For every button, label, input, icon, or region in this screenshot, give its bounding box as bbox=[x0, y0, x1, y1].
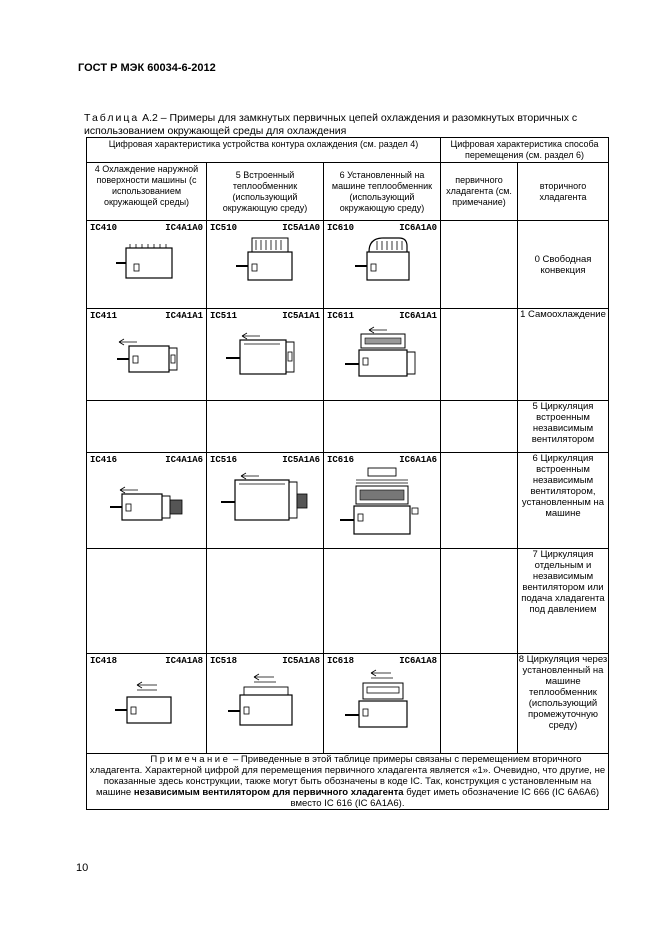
caption-text: А.2 – Примеры для замкнутых первичных цепей охлаждения и разомкнутых вторичных с использованием окружающей среды для охлаждения bbox=[84, 112, 578, 137]
ic-code: IC410 bbox=[90, 223, 118, 233]
header-circuit-group: Цифровая характеристика устройства контура охлаждения (см. раздел 4) bbox=[87, 138, 441, 163]
table-row bbox=[87, 549, 609, 654]
ic-code: IC616 bbox=[327, 455, 355, 465]
table-row bbox=[87, 654, 609, 754]
cell-col4 bbox=[87, 654, 207, 754]
ic-code-full: IC5A1A1 bbox=[282, 311, 320, 321]
cell-primary bbox=[441, 549, 518, 654]
machine-diagram bbox=[220, 322, 310, 382]
cell-primary bbox=[441, 221, 518, 309]
cell-description: 1 Самоохлаждение bbox=[518, 309, 609, 401]
cell-col5 bbox=[207, 453, 324, 549]
cell-col5 bbox=[207, 309, 324, 401]
cell-col6 bbox=[324, 401, 441, 453]
header-col6: 6 Установленный на машине теплообменник (использующий окружающую среду) bbox=[324, 163, 441, 221]
cell-col4 bbox=[87, 549, 207, 654]
ic-code: IC611 bbox=[327, 311, 355, 321]
caption-label: Таблица bbox=[84, 112, 140, 124]
cell-primary bbox=[441, 453, 518, 549]
machine-diagram bbox=[332, 466, 432, 540]
table-caption bbox=[84, 112, 614, 138]
cell-description: 7 Циркуляция отдельным и независимым вентилятором или подача хладагента под давлением bbox=[518, 549, 609, 654]
machine-diagram bbox=[215, 466, 315, 536]
cell-col6 bbox=[324, 654, 441, 754]
header-col5: 5 Встроенный теплообменник (использующий окружающую среду) bbox=[207, 163, 324, 221]
cell-col6 bbox=[324, 549, 441, 654]
cell-description: 5 Циркуляция встроенным независимым вентилятором bbox=[518, 401, 609, 453]
cell-col5 bbox=[207, 401, 324, 453]
cell-col4 bbox=[87, 309, 207, 401]
cell-col4 bbox=[87, 401, 207, 453]
ic-code-full: IC5A1A0 bbox=[282, 223, 320, 233]
machine-diagram bbox=[102, 466, 192, 532]
note-text-bold: независимым вентилятором для первичного хладагента bbox=[133, 787, 404, 798]
ic-examples-table bbox=[86, 137, 609, 810]
cell-primary bbox=[441, 401, 518, 453]
ic-code-full: IC4A1A1 bbox=[165, 311, 203, 321]
cell-col6 bbox=[324, 221, 441, 309]
header-col-secondary: вторичного хладагента bbox=[518, 163, 609, 221]
machine-diagram bbox=[337, 322, 427, 386]
cell-col6 bbox=[324, 453, 441, 549]
machine-diagram bbox=[107, 667, 187, 733]
table-row bbox=[87, 309, 609, 401]
ic-code: IC411 bbox=[90, 311, 118, 321]
ic-code: IC510 bbox=[210, 223, 238, 233]
cell-col5 bbox=[207, 654, 324, 754]
note-text-2: будет иметь обозначение IC 666 (IC 6A6A6) вместо IC 616 (IC 6A1A6). bbox=[290, 787, 600, 809]
cell-primary bbox=[441, 309, 518, 401]
ic-code-full: IC6A1A6 bbox=[399, 455, 437, 465]
ic-code-full: IC4A1A8 bbox=[165, 656, 203, 666]
machine-diagram bbox=[347, 234, 417, 289]
note-text-1: – Приведенные в этой таблице примеры связаны с перемещением вторичного хладагента. Характерной цифрой для перемещения первичного хладагента является «1». Очевидно, что другие, не показанные здесь конструкции, также могут быть обозначены в коде IC. Так, конструкция с установленным на машине bbox=[89, 754, 606, 798]
note-label: Примечание bbox=[150, 754, 231, 765]
ic-code: IC610 bbox=[327, 223, 355, 233]
cell-col5 bbox=[207, 221, 324, 309]
header-movement-group: Цифровая характеристика способа перемещения (см. раздел 6) bbox=[441, 138, 609, 163]
ic-code-full: IC4A1A6 bbox=[165, 455, 203, 465]
table-row bbox=[87, 221, 609, 309]
ic-code: IC618 bbox=[327, 656, 355, 666]
ic-code-full: IC6A1A8 bbox=[399, 656, 437, 666]
cell-col6 bbox=[324, 309, 441, 401]
ic-code-full: IC4A1A0 bbox=[165, 223, 203, 233]
machine-diagram bbox=[337, 667, 427, 739]
table-note-row bbox=[87, 754, 609, 810]
cell-col4 bbox=[87, 221, 207, 309]
table-row bbox=[87, 453, 609, 549]
ic-code-full: IC6A1A0 bbox=[399, 223, 437, 233]
cell-description: 8 Циркуляция через установленный на машине теплообменник (использующий промежуточную среду) bbox=[518, 654, 609, 754]
ic-code: IC416 bbox=[90, 455, 118, 465]
table-row bbox=[87, 401, 609, 453]
page-number: 10 bbox=[76, 862, 89, 874]
cell-description: 0 Свободная конвекция bbox=[518, 221, 609, 309]
cell-primary bbox=[441, 654, 518, 754]
ic-code: IC516 bbox=[210, 455, 238, 465]
ic-code-full: IC6A1A1 bbox=[399, 311, 437, 321]
cell-col4 bbox=[87, 453, 207, 549]
document-code: ГОСТ Р МЭК 60034-6-2012 bbox=[78, 62, 216, 74]
cell-col5 bbox=[207, 549, 324, 654]
ic-code: IC511 bbox=[210, 311, 238, 321]
ic-code: IC518 bbox=[210, 656, 238, 666]
header-col4: 4 Охлаждение наружной поверхности машины (с использованием окружающей среды) bbox=[87, 163, 207, 221]
cell-description: 6 Циркуляция встроенным независимым вентилятором, установленным на машине bbox=[518, 453, 609, 549]
ic-code-full: IC5A1A6 bbox=[282, 455, 320, 465]
machine-diagram bbox=[107, 322, 187, 382]
machine-diagram bbox=[230, 234, 300, 289]
ic-code-full: IC5A1A8 bbox=[282, 656, 320, 666]
machine-diagram bbox=[112, 234, 182, 289]
header-col-primary: первичного хладагента (см. примечание) bbox=[441, 163, 518, 221]
table-note bbox=[87, 754, 609, 810]
machine-diagram bbox=[220, 667, 310, 737]
ic-code: IC418 bbox=[90, 656, 118, 666]
